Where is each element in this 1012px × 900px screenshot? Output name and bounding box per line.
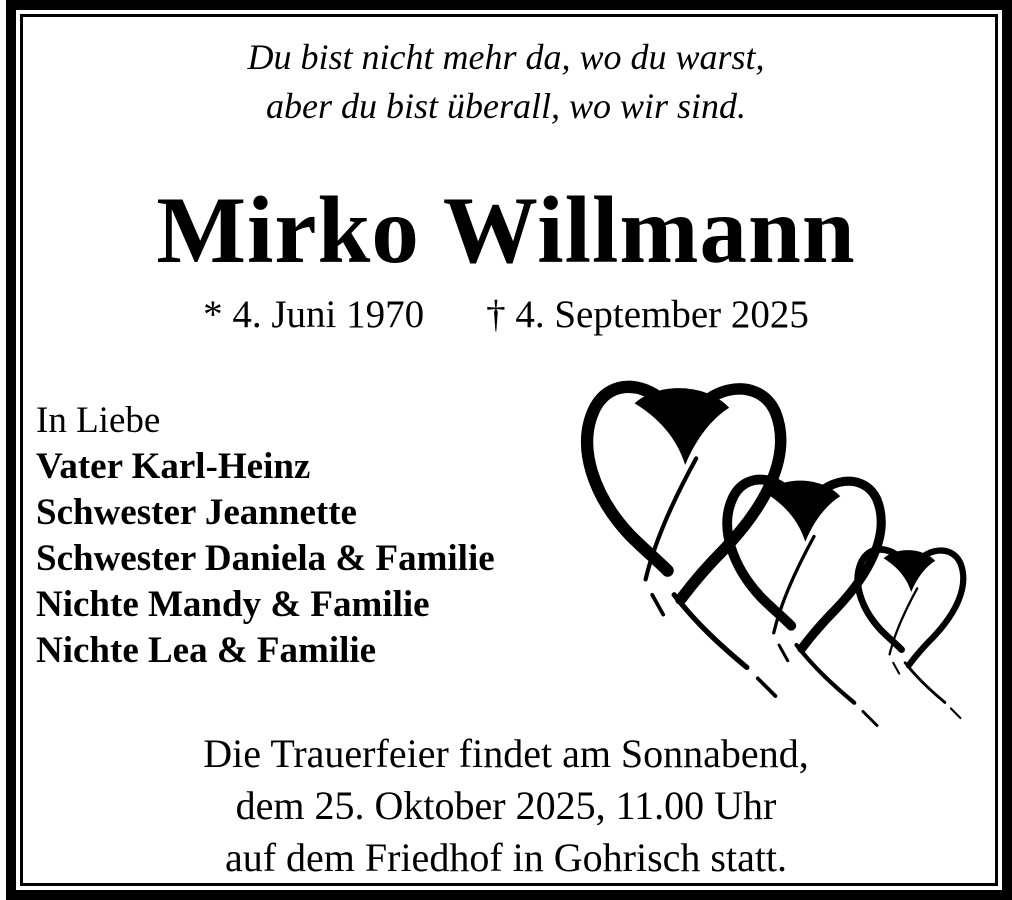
memorial-quote-line-2: aber du bist überall, wo wir sind. xyxy=(265,86,747,126)
mourner-item: Vater Karl-Heinz xyxy=(36,446,311,487)
mourners-list xyxy=(36,398,495,674)
mourners-intro: In Liebe xyxy=(36,400,161,441)
death-date: † 4. September 2025 xyxy=(486,293,809,336)
service-line-1: Die Trauerfeier findet am Sonnabend, xyxy=(203,731,809,776)
deceased-name: Mirko Willmann xyxy=(156,177,856,283)
hearts-icon xyxy=(548,358,1004,703)
memorial-quote-line-1: Du bist nicht mehr da, wo du warst, xyxy=(247,37,765,77)
mourner-item: Schwester Jeannette xyxy=(36,492,357,533)
mourner-item: Nichte Mandy & Familie xyxy=(36,584,430,625)
memorial-quote xyxy=(0,33,1012,131)
mourner-item: Schwester Daniela & Familie xyxy=(36,538,495,579)
birth-date: * 4. Juni 1970 xyxy=(203,293,425,336)
service-line-3: auf dem Friedhof in Gohrisch statt. xyxy=(224,835,788,880)
mourner-item: Nichte Lea & Familie xyxy=(36,630,377,671)
service-line-2: dem 25. Oktober 2025, 11.00 Uhr xyxy=(235,783,777,828)
life-dates xyxy=(0,293,1012,337)
service-details xyxy=(0,728,1012,884)
